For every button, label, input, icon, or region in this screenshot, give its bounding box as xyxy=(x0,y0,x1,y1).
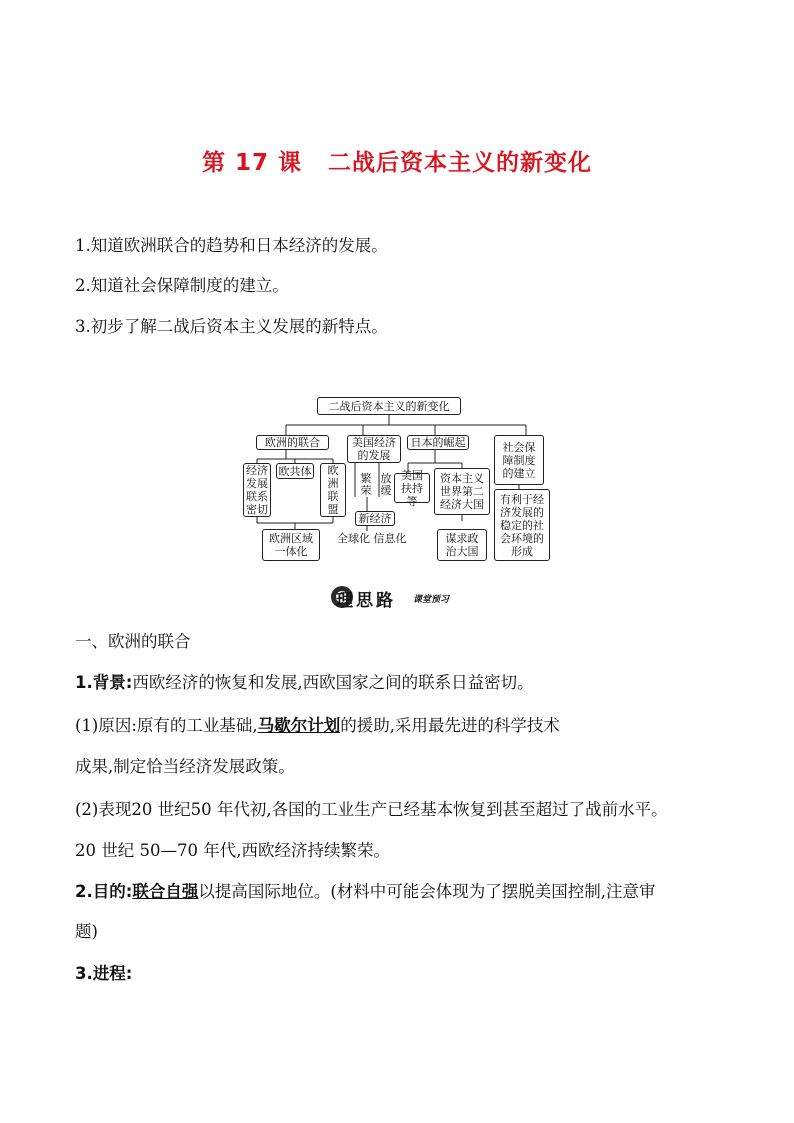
background-text: 西欧经济的恢复和发展,西欧国家之间的联系日益密切。 xyxy=(132,673,534,692)
mm-social: 社会保障制度的建立 xyxy=(494,435,544,485)
mind-map xyxy=(240,393,552,565)
reason-line-2: 成果,制定恰当经济发展政策。 xyxy=(75,757,295,776)
section-label-think xyxy=(329,584,469,610)
mm-new-economy: 新经济 xyxy=(355,511,395,526)
section-label-main: 理思路 xyxy=(336,591,396,611)
mm-eu-reason: 经济发展联系密切 xyxy=(243,463,271,517)
objective-3: 3.初步了解二战后资本主义发展的新特点。 xyxy=(75,317,388,336)
goal-line xyxy=(75,878,656,902)
reason-prefix: (1)原因:原有的工业基础, xyxy=(75,716,258,735)
goal-line-2: 题) xyxy=(75,922,98,941)
background-line xyxy=(75,669,534,693)
lesson-number: 第 17 课 xyxy=(201,150,303,176)
goal-keyword: 联合自强 xyxy=(132,882,199,901)
mm-globalization: 全球化 信息化 xyxy=(337,532,407,545)
background-label: 1.背景: xyxy=(75,673,133,692)
mm-eu: 欧洲联盟 xyxy=(320,463,346,517)
marshall-plan-keyword: 马歇尔计划 xyxy=(257,716,341,735)
objective-1: 1.知道欧洲联合的趋势和日本经济的发展。 xyxy=(75,236,388,255)
section-label-sub: 课堂预习 xyxy=(413,595,450,605)
process-label: 3.进程: xyxy=(75,964,133,983)
goal-label: 2.目的: xyxy=(75,882,133,901)
mm-us-support: 美国扶持等 xyxy=(394,473,430,503)
mm-us: 美国经济的发展 xyxy=(347,435,401,463)
reason-suffix: 的援助,采用最先进的科学技术 xyxy=(340,716,560,735)
heading-europe: 一、欧洲的联合 xyxy=(75,632,191,651)
mm-eu-integration: 欧洲区域一体化 xyxy=(262,529,320,561)
lesson-title: 二战后资本主义的新变化 xyxy=(328,150,593,176)
mm-europe: 欧洲的联合 xyxy=(256,435,329,450)
mm-us-prosper: 繁荣 xyxy=(360,472,372,497)
reason-line xyxy=(75,712,560,736)
mm-us-slow: 放缓 xyxy=(380,472,392,497)
performance-line-1: (2)表现20 世纪50 年代初,各国的工业生产已经基本恢复到甚至超过了战前水平。 xyxy=(75,800,668,819)
mm-political-power: 谋求政治大国 xyxy=(437,529,487,561)
mm-root: 二战后资本主义的新变化 xyxy=(317,397,461,415)
goal-text: 以提高国际地位。(材料中可能会体现为了摆脱美国控制,注意审 xyxy=(198,882,656,901)
mm-second-power: 资本主义世界第二经济大国 xyxy=(434,468,490,515)
performance-line-2: 20 世纪 50—70 年代,西欧经济持续繁荣。 xyxy=(75,841,390,860)
mm-social-result: 有利于经济发展的稳定的社会环境的形成 xyxy=(494,489,550,561)
mm-japan: 日本的崛起 xyxy=(407,435,469,450)
objective-2: 2.知道社会保障制度的建立。 xyxy=(75,276,289,295)
mm-eec: 欧共体 xyxy=(276,463,314,479)
page-title xyxy=(0,144,794,177)
